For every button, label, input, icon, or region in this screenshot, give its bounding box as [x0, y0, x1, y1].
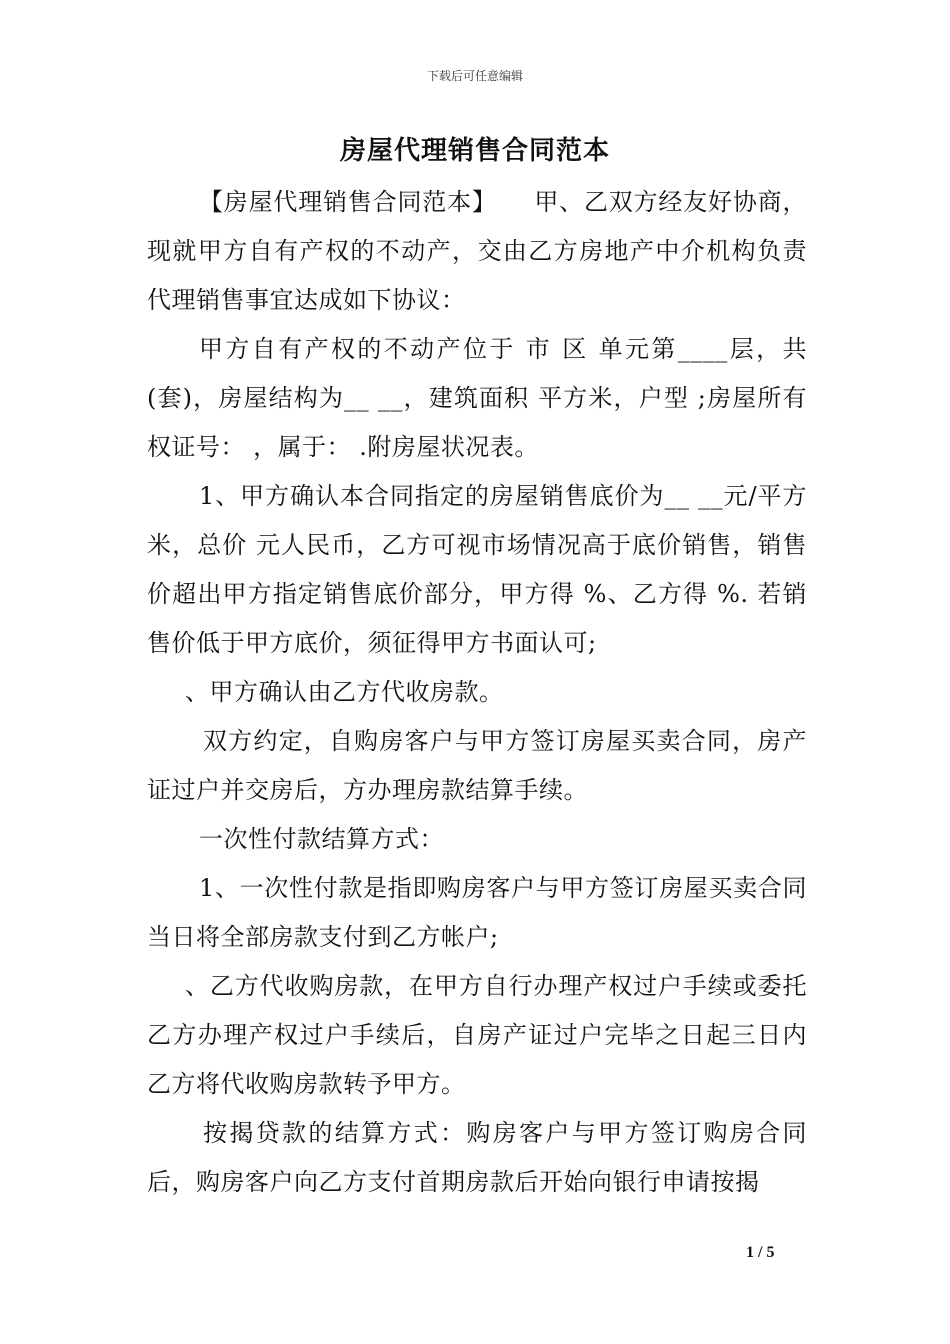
paragraph-base-price: 1、甲方确认本合同指定的房屋销售底价为__ __元/平方米，总价 元人民币，乙方可视市场情况高于底价销售，销售价超出甲方指定销售底价部分，甲方得 %、乙方得 %. 若销售价低于甲方底价，须征得甲方书面认可; — [147, 482, 807, 657]
document-title: 房屋代理销售合同范本 — [339, 136, 610, 166]
paragraph-mortgage-settlement: 按揭贷款的结算方式：购房客户与甲方签订购房合同后，购房客户向乙方支付首期房款后开始向银行申请按揭 — [147, 1119, 807, 1196]
paragraph-transfer-payment: 、乙方代收购房款，在甲方自行办理产权过户手续或委托乙方办理产权过户手续后，自房产证过户完毕之日起三日内乙方将代收购房款转予甲方。 — [147, 972, 807, 1098]
paragraph-payment-collection: 、甲方确认由乙方代收房款。 — [185, 678, 504, 706]
header-note: 下载后可任意编辑 — [426, 69, 523, 83]
paragraph-intro: 【房屋代理销售合同范本】 甲、乙双方经友好协商，现就甲方自有产权的不动产，交由乙方房地产中介机构负责代理销售事宜达成如下协议： — [147, 188, 807, 314]
paragraph-settlement-agreement: 双方约定，自购房客户与甲方签订房屋买卖合同，房产证过户并交房后，方办理房款结算手续。 — [147, 727, 807, 804]
paragraph-lump-sum-heading: 一次性付款结算方式： — [199, 825, 444, 853]
page-number: 1 / 5 — [746, 1244, 775, 1261]
paragraph-property-location: 甲方自有产权的不动产位于 市 区 单元第____层，共(套)，房屋结构为__ __，建筑面积 平方米，户型 ;房屋所有权证号： ，属于： .附房屋状况表。 — [147, 335, 807, 461]
document-body — [147, 178, 807, 1207]
paragraph-lump-sum-definition: 1、一次性付款是指即购房客户与甲方签订房屋买卖合同当日将全部房款支付到乙方帐户; — [147, 874, 807, 951]
